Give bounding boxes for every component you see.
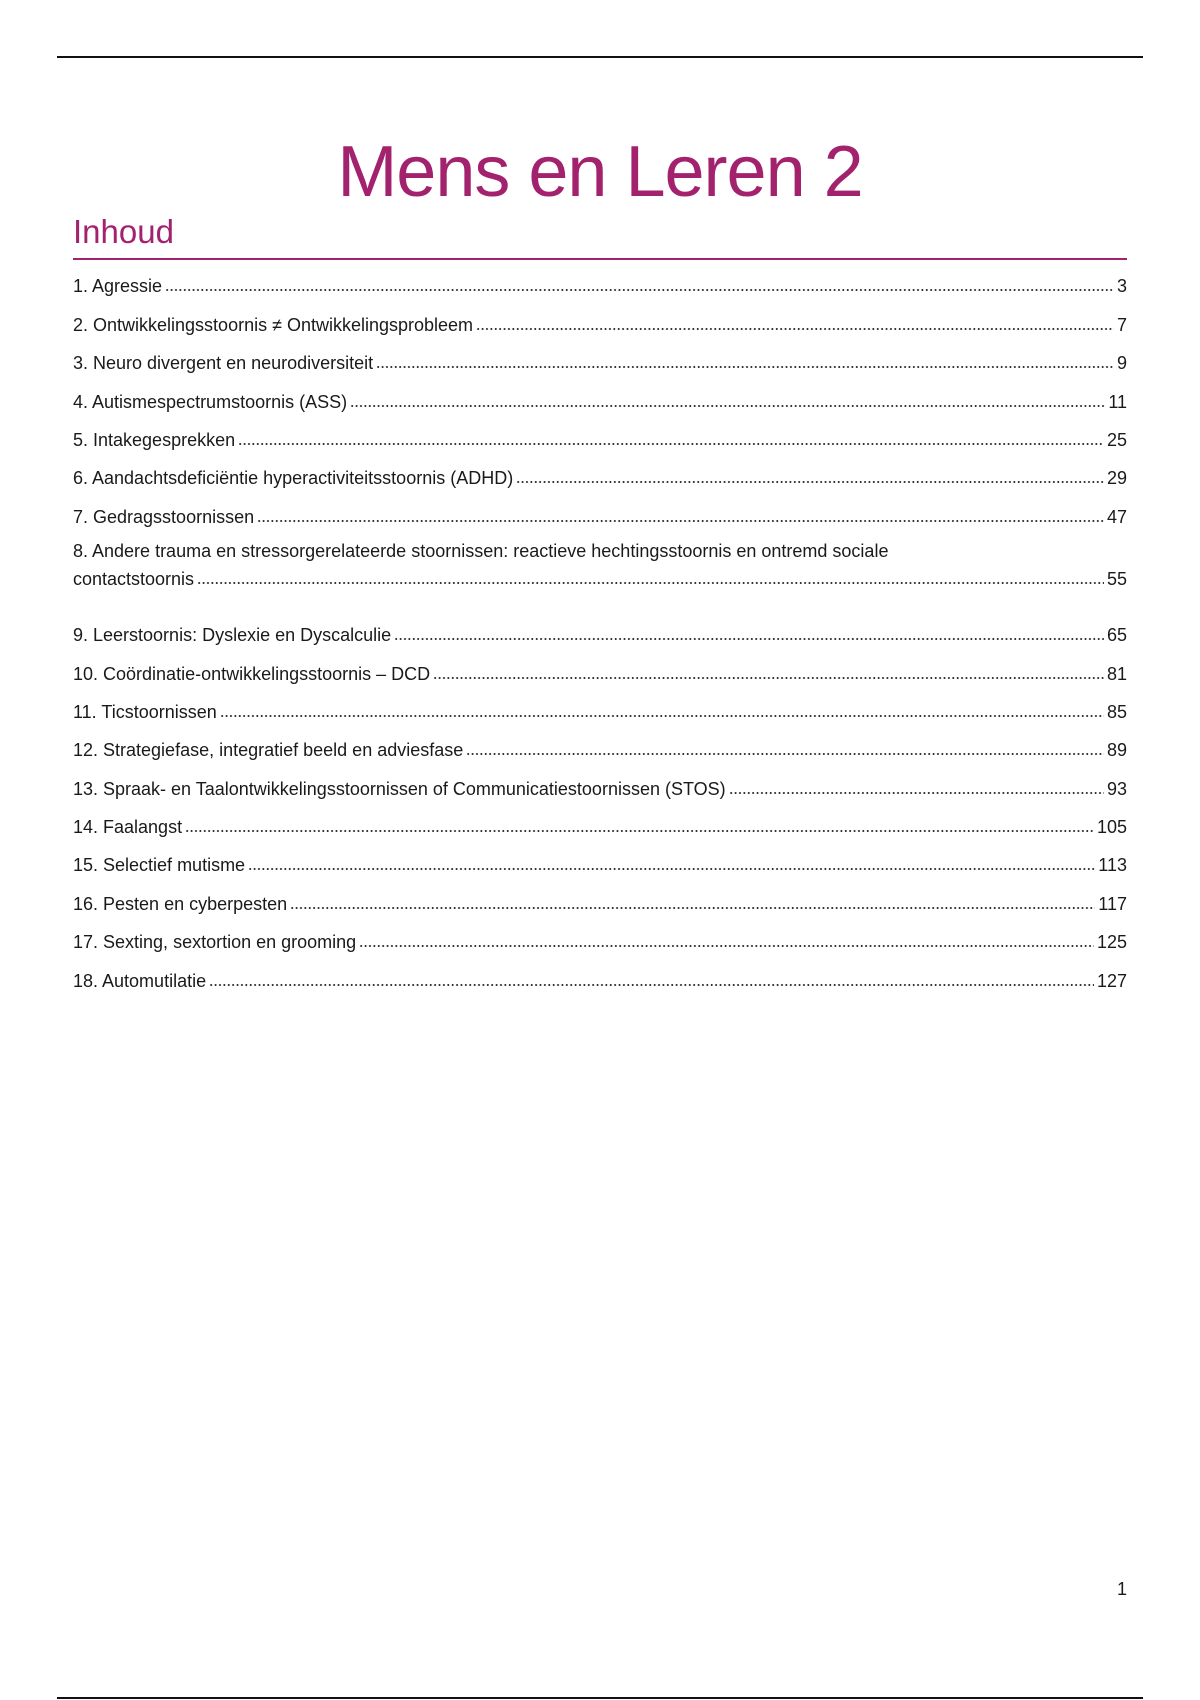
toc-entry-4[interactable]	[73, 377, 1127, 415]
toc-entry-page: 3	[1116, 276, 1127, 297]
toc-entry-title: 9. Leerstoornis: Dyslexie en Dyscalculie	[73, 625, 392, 646]
top-rule	[57, 56, 1143, 58]
document-title: Mens en Leren 2	[337, 132, 863, 213]
toc-entry-18[interactable]	[73, 956, 1127, 994]
toc-entry-page: 93	[1106, 778, 1127, 799]
toc-entry-title: 2. Ontwikkelingsstoornis ≠ Ontwikkelingsprobleem	[73, 314, 474, 335]
toc-dot-leader	[197, 580, 1104, 586]
toc-entry-page: 113	[1098, 855, 1127, 876]
bottom-rule	[57, 1697, 1143, 1699]
toc-entry-page: 81	[1106, 663, 1127, 684]
toc-entry-11[interactable]	[73, 688, 1127, 726]
toc-dot-leader	[248, 866, 1095, 872]
toc-entry-title: 5. Intakegesprekken	[73, 429, 236, 450]
toc-entry-title: 8. Andere trauma en stressorgerelateerde stoornissen: reactieve hechtingsstoornis en ontremd sociale	[73, 540, 889, 561]
toc-entry-title: 7. Gedragsstoornissen	[73, 506, 255, 527]
toc-dot-leader	[220, 713, 1104, 719]
toc-entry-title: 10. Coördinatie-ontwikkelingsstoornis – DCD	[73, 663, 431, 684]
toc-dot-leader	[257, 518, 1104, 524]
toc-entry-13[interactable]	[73, 764, 1127, 802]
toc-entry-12[interactable]	[73, 726, 1127, 764]
toc-heading: Inhoud	[73, 213, 174, 250]
toc-entry-10[interactable]	[73, 649, 1127, 687]
toc-entry-page: 11	[1108, 391, 1127, 412]
toc-entry-title-continued: contactstoornis	[73, 568, 195, 589]
toc-entry-page: 105	[1096, 817, 1127, 838]
toc-entry-title: 13. Spraak- en Taalontwikkelingsstoornissen of Communicatiestoornissen (STOS)	[73, 778, 726, 799]
toc-entry-page: 89	[1106, 740, 1127, 761]
toc-entry-1[interactable]	[73, 262, 1127, 300]
toc-entry-7[interactable]	[73, 492, 1127, 530]
toc-dot-leader	[185, 828, 1094, 834]
toc-entry-17[interactable]	[73, 918, 1127, 956]
toc-entry-15[interactable]	[73, 841, 1127, 879]
toc-entry-title: 3. Neuro divergent en neurodiversiteit	[73, 353, 374, 374]
toc-entry-title: 12. Strategiefase, integratief beeld en adviesfase	[73, 740, 464, 761]
toc-entry-page: 25	[1106, 429, 1127, 450]
toc-dot-leader	[359, 943, 1094, 949]
toc-dot-leader	[476, 326, 1114, 332]
toc-dot-leader	[165, 287, 1114, 293]
toc-dot-leader	[350, 403, 1105, 409]
toc-entry-page: 65	[1106, 625, 1127, 646]
toc-entry-page: 127	[1096, 970, 1127, 991]
table-of-contents	[73, 262, 1127, 995]
toc-entry-page: 7	[1116, 314, 1127, 335]
toc-entry-14[interactable]	[73, 803, 1127, 841]
toc-entry-title: 16. Pesten en cyberpesten	[73, 893, 288, 914]
toc-entry-page: 47	[1106, 506, 1127, 527]
toc-entry-title: 6. Aandachtsdeficiëntie hyperactiviteitsstoornis (ADHD)	[73, 468, 514, 489]
toc-dot-leader	[376, 364, 1114, 370]
toc-entry-title: 18. Automutilatie	[73, 970, 207, 991]
toc-entry-title: 17. Sexting, sextortion en grooming	[73, 932, 357, 953]
toc-dot-leader	[290, 905, 1095, 911]
toc-heading-rule	[73, 258, 1127, 260]
toc-entry-page: 85	[1106, 701, 1127, 722]
toc-entry-5[interactable]	[73, 416, 1127, 454]
toc-entry-3[interactable]	[73, 339, 1127, 377]
toc-entry-title: 1. Agressie	[73, 276, 163, 297]
toc-entry-page: 55	[1106, 568, 1127, 589]
toc-entry-8[interactable]	[73, 531, 1127, 611]
toc-dot-leader	[209, 982, 1094, 988]
page-number: 1	[1116, 1579, 1127, 1599]
toc-entry-6[interactable]	[73, 454, 1127, 492]
toc-entry-second-line	[73, 565, 1127, 593]
toc-dot-leader	[516, 479, 1104, 485]
toc-entry-page: 125	[1096, 932, 1127, 953]
toc-dot-leader	[729, 790, 1104, 796]
toc-dot-leader	[238, 441, 1104, 447]
toc-entry-page: 117	[1098, 893, 1127, 914]
toc-entry-9[interactable]	[73, 611, 1127, 649]
toc-entry-title: 11. Ticstoornissen	[73, 701, 217, 722]
toc-entry-title: 14. Faalangst	[73, 817, 183, 838]
toc-entry-title: 15. Selectief mutisme	[73, 855, 246, 876]
toc-dot-leader	[466, 751, 1104, 757]
toc-entry-page: 29	[1106, 468, 1127, 489]
toc-entry-page: 9	[1116, 353, 1127, 374]
toc-entry-2[interactable]	[73, 300, 1127, 338]
toc-entry-16[interactable]	[73, 879, 1127, 917]
toc-dot-leader	[394, 636, 1104, 642]
toc-entry-title: 4. Autismespectrumstoornis (ASS)	[73, 391, 348, 412]
toc-dot-leader	[433, 675, 1104, 681]
